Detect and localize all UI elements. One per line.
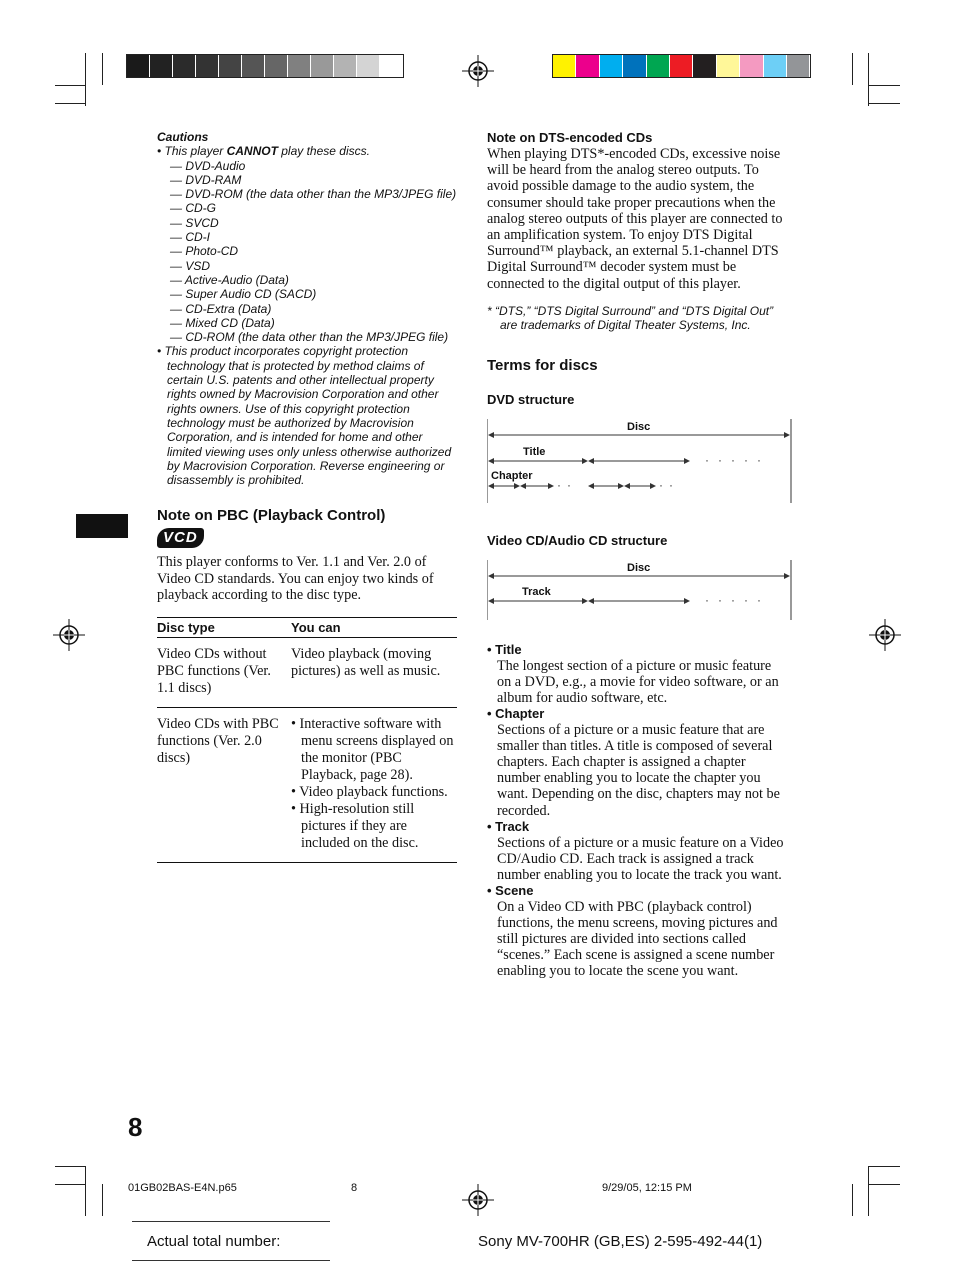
slug-file-name: 01GB02BAS-E4N.p65 (128, 1182, 237, 1194)
disc-type-table (157, 617, 457, 863)
term-heading: • Chapter (487, 706, 545, 722)
term-heading: • Title (487, 641, 522, 657)
list-item: — DVD-ROM (the data other than the MP3/JPEG file) (170, 187, 457, 202)
dts-text: When playing DTS*-encoded CDs, excessive noise will be heard from the analog stereo outputs. To avoid possible damage to the audio system, the consumer should take proper precautions when the analog stereo outputs of this player are connected to an amplification system. To enjoy DTS Digital Surround™ playback, an external 5.1-channel DTS Digital Surround™ decoder system must be connected to the digital output of this player. (487, 146, 783, 292)
calibration-swatch (219, 55, 242, 77)
cautions-block (157, 130, 457, 487)
table-cell (291, 708, 457, 863)
crop-mark (868, 1166, 900, 1167)
list-item: — SVCD (170, 215, 219, 230)
gray-calibration-bar (126, 54, 404, 78)
term-heading: • Scene (487, 882, 534, 898)
calibration-swatch (693, 55, 716, 77)
svg-text:·····: ····· (705, 592, 770, 607)
svg-text:··: ·· (557, 477, 577, 492)
table-cell: Video CDs without PBC functions (Ver. 1.1 discs) (157, 638, 291, 708)
table-cell: Video playback (moving pictures) as well as music. (291, 638, 457, 708)
calibration-swatch (623, 55, 646, 77)
list-item: — CD-I (170, 230, 210, 245)
pbc-heading: Note on PBC (Playback Control) (157, 507, 386, 525)
dts-footnote: * “DTS,” “DTS Digital Surround” and “DTS Digital Out” are trademarks of Digital Theater Systems, Inc. (487, 303, 774, 333)
dvd-structure-heading: DVD structure (487, 391, 575, 407)
crop-mark (102, 53, 103, 85)
list-item: — Super Audio CD (SACD) (170, 287, 317, 302)
dvd-structure-diagram (487, 419, 793, 511)
calibration-swatch (173, 55, 196, 77)
list-item: — CD-Extra (Data) (170, 301, 272, 316)
calibration-swatch (334, 55, 357, 77)
diagram-label-track: Track (522, 585, 551, 598)
crop-mark (85, 53, 86, 106)
calibration-swatch (787, 55, 810, 77)
term-heading: • Track (487, 818, 530, 834)
registration-mark-icon (53, 619, 85, 651)
calibration-swatch (150, 55, 173, 77)
right-column (487, 130, 787, 979)
list-item: — VSD (170, 258, 211, 273)
table-row (157, 708, 457, 863)
table-header-you-can: You can (291, 618, 457, 638)
list-item: • Video playback functions. (291, 784, 448, 801)
list-item: — Active-Audio (Data) (170, 272, 289, 287)
calibration-swatch (647, 55, 670, 77)
list-item: — DVD-RAM (170, 172, 242, 187)
crop-mark (868, 1184, 900, 1185)
slug-rule (132, 1221, 330, 1222)
cautions-heading: Cautions (157, 130, 209, 144)
term-definition: On a Video CD with PBC (playback control) functions, the menu screens, moving pictures and still pictures are divided into sections called “scenes.” Each scene is assigned a scene number enabling you to locate the scene you want. (497, 898, 778, 980)
slug-date: 9/29/05, 12:15 PM (602, 1182, 692, 1194)
terms-heading: Terms for discs (487, 356, 598, 374)
calibration-swatch (288, 55, 311, 77)
svg-text:··: ·· (659, 477, 679, 492)
list-item: — CD-ROM (the data other than the MP3/JPEG file) (170, 330, 449, 345)
slug-rule (132, 1260, 330, 1261)
model-number: Sony MV-700HR (GB,ES) 2-595-492-44(1) (478, 1233, 763, 1250)
crop-mark (85, 1166, 86, 1216)
crop-mark (55, 1184, 85, 1185)
calibration-swatch (265, 55, 288, 77)
diagram-label-title: Title (523, 445, 546, 458)
crop-mark (852, 1184, 853, 1216)
actual-total-label: Actual total number: (147, 1233, 281, 1250)
crop-mark (55, 85, 85, 86)
crop-mark (55, 103, 85, 104)
registration-mark-icon (462, 55, 494, 87)
calibration-swatch (380, 55, 403, 77)
slug-page: 8 (351, 1182, 358, 1194)
calibration-swatch (127, 55, 150, 77)
list-item: — CD-G (170, 201, 216, 216)
dts-heading: Note on DTS-encoded CDs (487, 130, 653, 145)
term-definition: Sections of a picture or a music feature on a Video CD/Audio CD. Each track is assigned a track number enabling you to locate the track you want. (497, 834, 784, 883)
list-item: • Interactive software with menu screens displayed on the monitor (PBC Playback, page 28). (291, 716, 454, 784)
calibration-swatch (740, 55, 763, 77)
calibration-swatch (553, 55, 576, 77)
calibration-swatch (196, 55, 219, 77)
crop-mark (868, 103, 900, 104)
vcd-structure-diagram (487, 560, 793, 622)
terms-list (487, 642, 787, 980)
calibration-swatch (764, 55, 787, 77)
calibration-swatch (670, 55, 693, 77)
svg-text:·····: ····· (705, 452, 770, 467)
calibration-swatch (717, 55, 740, 77)
term-definition: The longest section of a picture or music feature on a DVD, e.g., a movie for video software, or an album for audio software, etc. (497, 657, 779, 707)
page-number: 8 (128, 1112, 143, 1142)
crop-mark (868, 53, 869, 106)
vcd-structure-heading: Video CD/Audio CD structure (487, 532, 668, 548)
list-item: — Photo-CD (170, 244, 239, 259)
diagram-label-chapter: Chapter (491, 469, 533, 482)
pbc-text: This player conforms to Ver. 1.1 and Ver. 2.0 of Video CD standards. You can enjoy two kinds of playback according to the disc type. (157, 554, 434, 603)
registration-mark-icon (869, 619, 901, 651)
diagram-label-disc: Disc (627, 561, 651, 574)
crop-mark (868, 85, 900, 86)
calibration-swatch (311, 55, 334, 77)
crop-mark (852, 53, 853, 85)
table-header-disc-type: Disc type (157, 618, 291, 638)
list-item: — Mixed CD (Data) (170, 315, 275, 330)
table-cell: Video CDs with PBC functions (Ver. 2.0 discs) (157, 708, 291, 863)
registration-mark-icon (462, 1184, 494, 1216)
term-definition: Sections of a picture or a music feature that are smaller than titles. A title is composed of several chapters. Each chapter is assigned a chapter number enabling you to locate the chapter you want. Depending on the disc, chapters may not be recorded. (497, 722, 780, 819)
crop-mark (55, 1166, 85, 1167)
table-row (157, 638, 457, 708)
crop-mark (102, 1184, 103, 1216)
crop-mark (868, 1166, 869, 1216)
cautions-intro: • This player CANNOT play these discs. (157, 144, 370, 159)
diagram-label-disc: Disc (627, 420, 651, 433)
vcd-logo-icon: VCD (157, 528, 204, 548)
left-column (157, 130, 457, 863)
calibration-swatch (357, 55, 380, 77)
calibration-swatch (576, 55, 599, 77)
copyright-note: • This product incorporates copyright protection technology that is protected by method claims of certain U.S. patents and other intellectual property rights owned by Macrovision Corporation and other rights owners. Use of this copyright protection technology must be authorized by Macrovision Corporation, and is intended for home and other limited viewing uses only unless otherwise authorized by Macrovision Corporation. Reverse engineering or disassembly is prohibited. (157, 344, 452, 488)
list-item: • High-resolution still pictures if they are included on the disc. (291, 801, 419, 852)
calibration-swatch (242, 55, 265, 77)
incompatible-disc-list (157, 159, 457, 345)
feature-list (291, 716, 457, 852)
calibration-swatch (600, 55, 623, 77)
color-calibration-bar (552, 54, 811, 78)
section-tab-marker (76, 514, 128, 538)
list-item: — DVD-Audio (170, 158, 246, 173)
